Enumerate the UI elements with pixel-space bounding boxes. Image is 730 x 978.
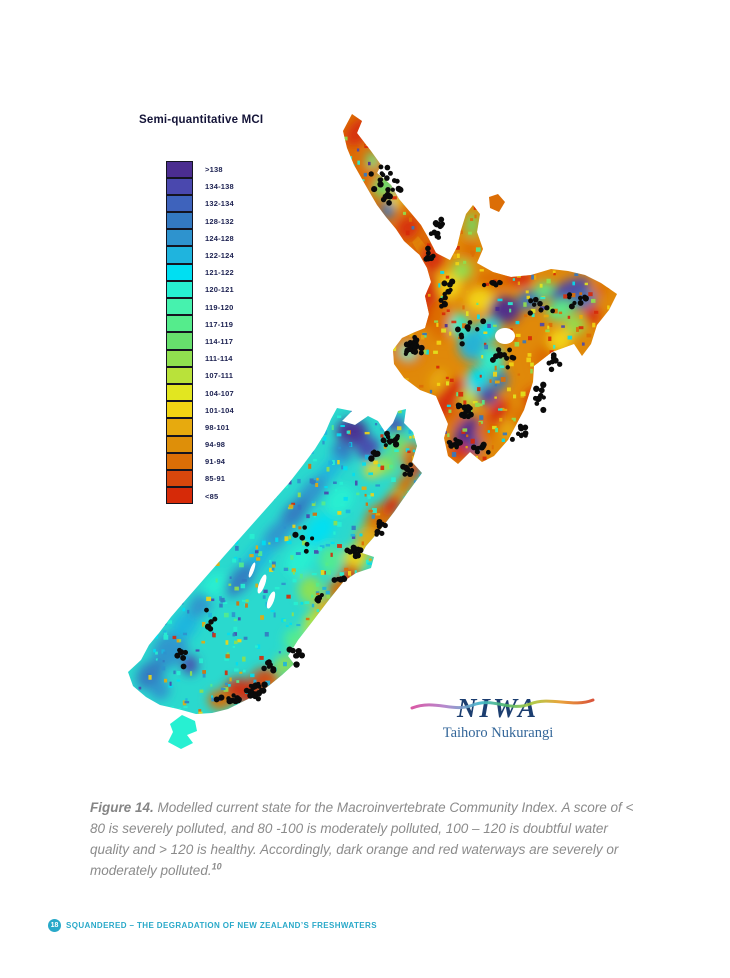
- legend-label: >138: [205, 165, 223, 175]
- legend-label: 111-114: [205, 354, 233, 364]
- logo-wordmark: NIWA: [456, 693, 540, 723]
- legend-row: [166, 384, 234, 401]
- legend-row: [166, 419, 234, 436]
- logo-subtitle: Taihoro Nukurangi: [442, 725, 554, 741]
- legend-swatch: [166, 281, 193, 298]
- legend-label: 122-124: [205, 251, 234, 261]
- legend-swatch: [166, 418, 193, 435]
- legend-row: [166, 350, 234, 367]
- legend-label: 124-128: [205, 233, 234, 243]
- legend-entries: [166, 161, 234, 505]
- legend-swatch: [166, 332, 193, 349]
- legend-swatch: [166, 264, 193, 281]
- legend-label: 132-134: [205, 199, 234, 209]
- legend-label: 114-117: [205, 336, 234, 346]
- legend-row: [166, 178, 234, 195]
- legend-swatch: [166, 195, 193, 212]
- figure-caption-text: Modelled current state for the Macroinvertebrate Community Index. A score of < 80 is severely polluted, and 80 -100 is moderately polluted, 100 – 120 is doubtful water quality and > 120 is healthy. Accordingly, dark orange and red waterways are severely or moderately polluted.: [90, 800, 634, 879]
- legend-row: [166, 230, 234, 247]
- legend-swatch: [166, 436, 193, 453]
- legend-label: 98-101: [205, 422, 230, 432]
- legend-row: [166, 436, 234, 453]
- legend-swatch: [166, 350, 193, 367]
- legend-label: 94-98: [205, 440, 226, 450]
- legend-swatch: [166, 401, 193, 418]
- legend-row: [166, 488, 234, 505]
- legend-label: 104-107: [205, 388, 234, 398]
- legend-label: 121-122: [205, 268, 234, 278]
- legend-swatch: [166, 212, 193, 229]
- legend-row: [166, 299, 234, 316]
- legend-swatch: [166, 384, 193, 401]
- map-legend: [139, 114, 264, 501]
- legend-swatch: [166, 246, 193, 263]
- niwa-logo: [405, 684, 600, 750]
- legend-swatch: [166, 315, 193, 332]
- footer-title: SQUANDERED – THE DEGRADATION OF NEW ZEALAND’S FRESHWATERS: [66, 921, 377, 930]
- legend-row: [166, 367, 234, 384]
- figure-caption-footnote: 10: [211, 861, 222, 872]
- stewart-island: [168, 715, 197, 749]
- legend-row: [166, 264, 234, 281]
- legend-swatch: [166, 470, 193, 487]
- figure-caption: [90, 797, 650, 881]
- legend-swatch: [166, 161, 193, 178]
- legend-label: 128-132: [205, 216, 234, 226]
- legend-row: [166, 195, 234, 212]
- legend-label: 134-138: [205, 182, 234, 192]
- legend-swatch: [166, 453, 193, 470]
- legend-row: [166, 316, 234, 333]
- legend-row: [166, 470, 234, 487]
- legend-swatch: [166, 298, 193, 315]
- legend-label: 101-104: [205, 405, 234, 415]
- legend-swatch: [166, 229, 193, 246]
- legend-row: [166, 247, 234, 264]
- legend-swatch: [166, 487, 193, 504]
- legend-label: 119-120: [205, 302, 234, 312]
- page-number-badge: 18: [48, 919, 61, 932]
- page-footer: [48, 919, 377, 932]
- legend-label: 107-111: [205, 371, 234, 381]
- legend-row: [166, 333, 234, 350]
- legend-row: [166, 161, 234, 178]
- legend-row: [166, 402, 234, 419]
- legend-swatch: [166, 178, 193, 195]
- legend-row: [166, 213, 234, 230]
- legend-row: [166, 281, 234, 298]
- great-barrier-island: [489, 194, 505, 212]
- legend-swatch: [166, 367, 193, 384]
- figure-caption-label: Figure 14.: [90, 800, 154, 815]
- legend-label: 120-121: [205, 285, 234, 295]
- legend-label: <85: [205, 491, 219, 501]
- legend-title: Semi-quantitative MCI: [139, 114, 264, 126]
- legend-label: 85-91: [205, 474, 226, 484]
- legend-row: [166, 453, 234, 470]
- legend-label: 117-119: [205, 319, 234, 329]
- legend-label: 91-94: [205, 457, 226, 467]
